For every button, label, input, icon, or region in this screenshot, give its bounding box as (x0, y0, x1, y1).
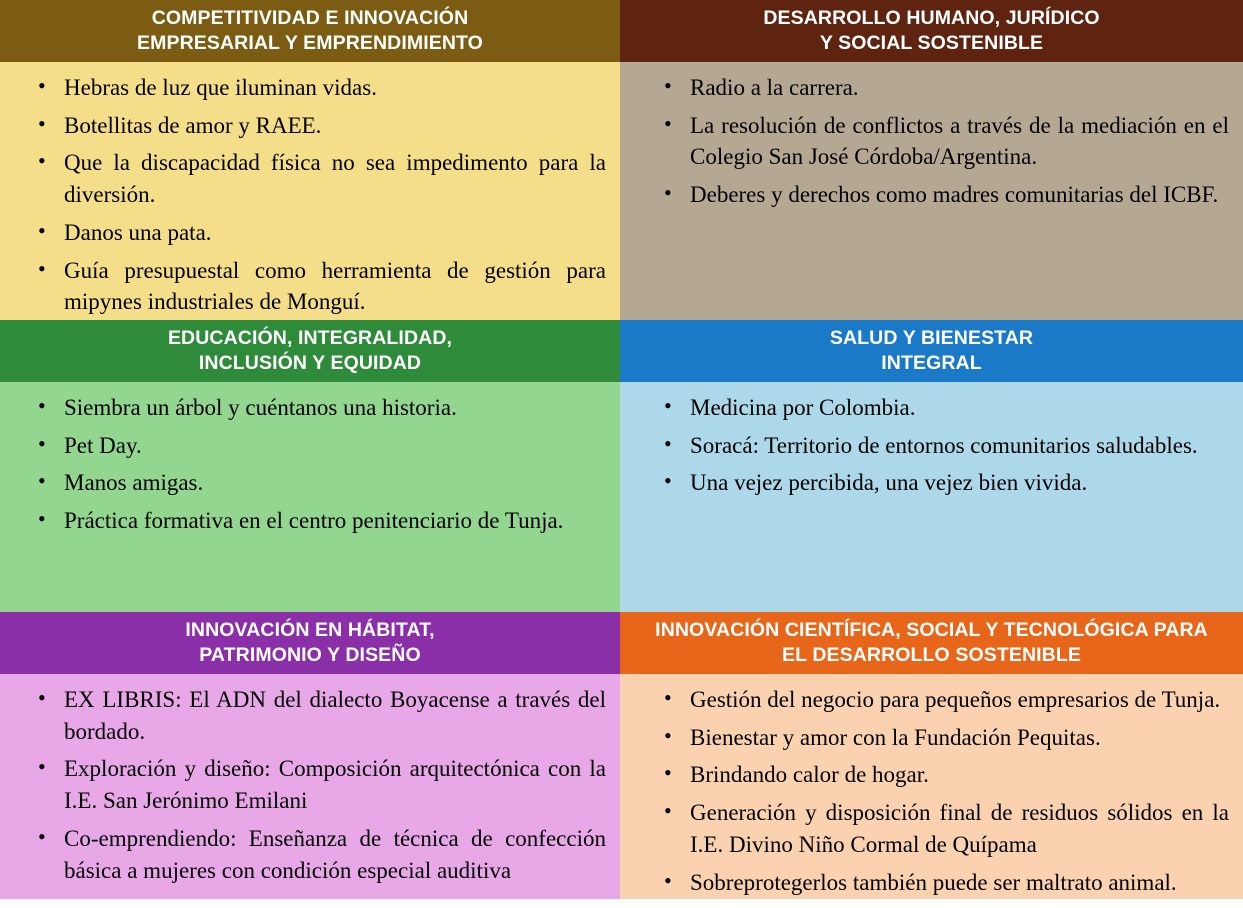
section-header-line2: EL DESARROLLO SOSTENIBLE (782, 644, 1081, 666)
list-item: • Bienestar y amor con la Fundación Pequitas. (664, 722, 1229, 754)
project-list (8, 392, 606, 537)
list-item: • Práctica formativa en el centro penitenciario de Tunja. (38, 505, 606, 537)
project-list (634, 392, 1229, 499)
project-list (8, 72, 606, 318)
list-item: • La resolución de conflictos a través de la mediación en el Colegio San José Córdoba/Argentina. (664, 110, 1229, 173)
list-item: • Pet Day. (38, 430, 606, 462)
list-item: • Siembra un árbol y cuéntanos una historia. (38, 392, 606, 424)
project-list (634, 684, 1229, 898)
section-body-educacion (0, 382, 620, 612)
section-header-line2: INCLUSIÓN Y EQUIDAD (198, 352, 422, 374)
section-header-line1: INNOVACIÓN CIENTÍFICA, SOCIAL Y TECNOLÓGICA PARA (655, 619, 1208, 642)
section-header-competitividad (0, 0, 620, 62)
list-item: • Medicina por Colombia. (664, 392, 1229, 424)
section-header-line1: EDUCACIÓN, INTEGRALIDAD, (167, 327, 453, 350)
list-item: • Hebras de luz que iluminan vidas. (38, 72, 606, 104)
section-header-line2: PATRIMONIO Y DISEÑO (199, 644, 421, 666)
list-item: • Guía presupuestal como herramienta de gestión para mipynes industriales de Monguí. (38, 255, 606, 318)
list-item: • Gestión del negocio para pequeños empresarios de Tunja. (664, 684, 1229, 716)
section-header-line2: EMPRESARIAL Y EMPRENDIMIENTO (137, 32, 483, 54)
list-item: • Soracá: Territorio de entornos comunitarios saludables. (664, 430, 1229, 462)
project-list (8, 684, 606, 886)
list-item: • Radio a la carrera. (664, 72, 1229, 104)
section-body-salud (620, 382, 1243, 612)
section-header-line2: INTEGRAL (881, 352, 982, 374)
list-item: • Deberes y derechos como madres comunitarias del ICBF. (664, 179, 1229, 211)
list-item: • Sobreprotegerlos también puede ser maltrato animal. (664, 867, 1229, 899)
list-item: • Generación y disposición final de residuos sólidos en la I.E. Divino Niño Cormal de Quípama (664, 797, 1229, 860)
section-body-habitat (0, 674, 620, 899)
list-item: • Una vejez percibida, una vejez bien vivida. (664, 467, 1229, 499)
section-header-salud (620, 320, 1243, 382)
list-item: • EX LIBRIS: El ADN del dialecto Boyacense a través del bordado. (38, 684, 606, 747)
section-header-habitat (0, 612, 620, 674)
project-list (634, 72, 1229, 211)
section-header-desarrollo-humano (620, 0, 1243, 62)
section-header-line1: SALUD Y BIENESTAR (829, 327, 1034, 350)
list-item: • Botellitas de amor y RAEE. (38, 110, 606, 142)
section-header-line1: COMPETITIVIDAD E INNOVACIÓN (151, 7, 469, 30)
section-header-line1: INNOVACIÓN EN HÁBITAT, (185, 619, 435, 642)
list-item: • Brindando calor de hogar. (664, 759, 1229, 791)
section-header-cientifica (620, 612, 1243, 674)
list-item: • Que la discapacidad física no sea impedimento para la diversión. (38, 147, 606, 210)
section-body-competitividad (0, 62, 620, 320)
section-header-line2: Y SOCIAL SOSTENIBLE (819, 32, 1044, 54)
section-header-line1: DESARROLLO HUMANO, JURÍDICO (763, 7, 1100, 30)
section-header-educacion (0, 320, 620, 382)
list-item: • Manos amigas. (38, 467, 606, 499)
list-item: • Exploración y diseño: Composición arquitectónica con la I.E. San Jerónimo Emilani (38, 753, 606, 816)
list-item: • Co-emprendiendo: Enseñanza de técnica de confección básica a mujeres con condición especial auditiva (38, 823, 606, 886)
section-body-cientifica (620, 674, 1243, 899)
list-item: • Danos una pata. (38, 217, 606, 249)
section-body-desarrollo-humano (620, 62, 1243, 320)
